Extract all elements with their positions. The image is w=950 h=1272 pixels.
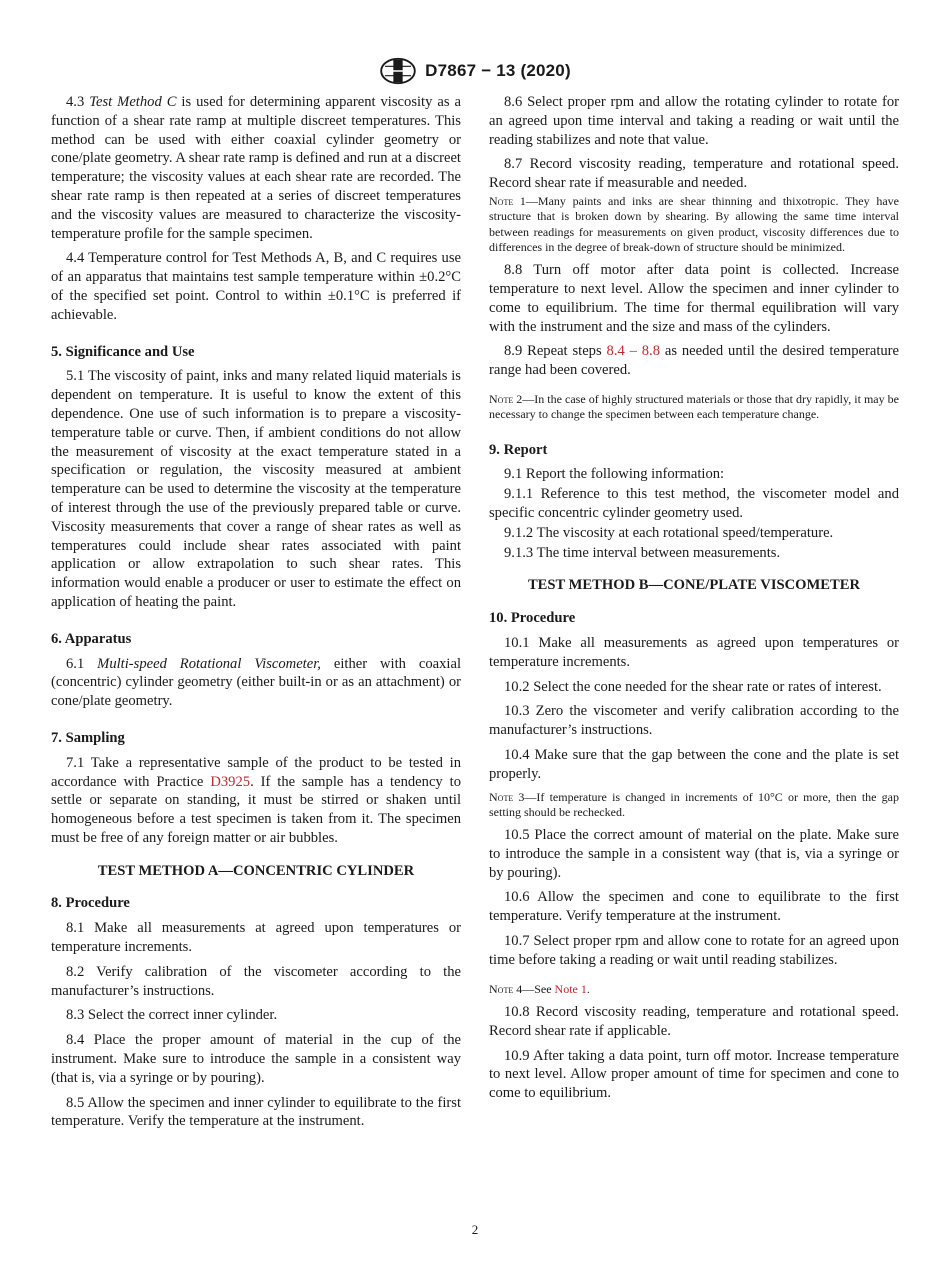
paragraph-10-3: 10.3 Zero the viscometer and verify calibration according to the manufacturer’s instructions. xyxy=(489,703,899,739)
paragraph-8-3: 8.3 Select the correct inner cylinder. xyxy=(66,1007,278,1024)
paragraph-6-1: 6.1 Multi-speed Rotational Viscometer, either with coaxial (concentric) cylinder geometry (either built-in or as an attachment) or cone/plate geometry. xyxy=(51,655,461,710)
paragraph-9-1-2: 9.1.2 The viscosity at each rotational speed/temperature. xyxy=(504,524,834,541)
section-heading-5: 5. Significance and Use xyxy=(51,343,195,360)
page-header xyxy=(0,56,950,86)
paragraph-10-6: 10.6 Allow the specimen and cone to equilibrate to the first temperature. Verify temperature at the instrument. xyxy=(489,889,899,925)
paragraph-8-9: 8.9 Repeat steps 8.4 – 8.8 as needed until the desired temperature range had been covered. xyxy=(489,343,900,379)
paragraph-5-1: 5.1 The viscosity of paint, inks and many related liquid materials is dependent on temperature. It is useful to know the extent of this dependence. One use of such information is to prepare a viscosity-temperature table or curve. Then, if ambient conditions do not allow the measurement of viscosity at the exact temperature stated in a specification or regulation, the viscosity measured at ambient temperature can be used to determine the viscosity at the temperature of interest through the use of the previously prepared table or curve. Viscosity measurements that cover a range of shear rates as well as temperatures could include shear rates associated with paint application or allow extrapolation to such shear rates. This information would enable a producer or user to estimate the effect on application of heating the paint. xyxy=(51,368,461,610)
note-4: Note 4—See Note 1. xyxy=(489,981,590,996)
link-note-1[interactable]: Note 1 xyxy=(554,981,587,996)
paragraph-10-8: 10.8 Record viscosity reading, temperature and rotational speed. Record shear rate if applicable. xyxy=(489,1003,899,1039)
link-steps-8-4-8-8[interactable]: 8.4 – 8.8 xyxy=(606,343,660,360)
paragraph-8-5: 8.5 Allow the specimen and inner cylinder to equilibrate to the first temperature. Verify the temperature at the instrument. xyxy=(51,1094,461,1130)
paragraph-10-1: 10.1 Make all measurements as agreed upon temperatures or temperature increments. xyxy=(489,634,899,670)
astm-logo-icon xyxy=(379,57,417,85)
paragraph-10-4: 10.4 Make sure that the gap between the cone and the plate is set properly. xyxy=(489,746,899,782)
paragraph-4-3: 4.3 Test Method C is used for determining apparent viscosity as a function of a shear rate ramp at multiple discreet temperatures. This method can be used with either coaxial cylinder geometry or cone/plate geometry. A shear rate ramp is defined and run at a discreet temperature; the viscosity values at each shear rate are recorded. The shear rate ramp is then repeated at a series of discreet temperatures and the viscosity values are measured to characterize the viscosity-temperature profile for the sample specimen. xyxy=(51,94,461,242)
page-number: 2 xyxy=(471,1222,479,1237)
section-heading-7: 7. Sampling xyxy=(51,729,125,746)
paragraph-9-1: 9.1 Report the following information: xyxy=(504,466,725,483)
note-1: Note 1—Many paints and inks are shear thinning and thixotropic. They have structure that is broken down by shearing. By allowing the same time interval between readings for measurements on given product, viscosity differences due to differences in the degree of break-down of structure should be minimized. xyxy=(489,193,899,254)
note-3: Note 3—If temperature is changed in increments of 10°C or more, then the gap setting should be rechecked. xyxy=(489,789,899,819)
paragraph-8-4: 8.4 Place the proper amount of material in the cup of the instrument. Make sure to introduce the sample in a consistent way (that is, via a syringe or by pouring). xyxy=(51,1032,461,1086)
paragraph-9-1-3: 9.1.3 The time interval between measurements. xyxy=(504,544,781,561)
section-heading-8: 8. Procedure xyxy=(51,895,130,912)
paragraph-8-1: 8.1 Make all measurements at agreed upon temperatures or temperature increments. xyxy=(51,920,461,956)
section-heading-10: 10. Procedure xyxy=(489,610,576,627)
left-column xyxy=(51,93,461,1137)
paragraph-8-6: 8.6 Select proper rpm and allow the rotating cylinder to rotate for an agreed upon time interval and taking a reading or wait until the reading stabilizes and note that value. xyxy=(489,94,899,148)
paragraph-9-1-1: 9.1.1 Reference to this test method, the viscometer model and specific concentric cylinder geometry used. xyxy=(489,486,899,521)
paragraph-10-5: 10.5 Place the correct amount of material on the plate. Make sure to introduce the sample in a consistent way (that is, via a syringe or by pouring). xyxy=(489,827,899,881)
link-d3925[interactable]: D3925 xyxy=(210,773,251,790)
paragraph-8-2: 8.2 Verify calibration of the viscometer according to the manufacturer’s instructions. xyxy=(51,963,461,999)
right-column xyxy=(489,93,899,1109)
section-heading-9: 9. Report xyxy=(489,441,548,458)
paragraph-8-8: 8.8 Turn off motor after data point is collected. Increase temperature to next level. Allow the specimen and inner cylinder to come to equilibrium. The time for thermal equilibration will vary with the instrument and the size and mass of the cylinders. xyxy=(489,262,899,335)
paragraph-4-4: 4.4 Temperature control for Test Methods A, B, and C requires use of an apparatus that maintains test sample temperature within ±0.2°C of the specified set point. Control to within ±0.1°C is preferred if achievable. xyxy=(51,250,461,323)
paragraph-7-1: 7.1 Take a representative sample of the product to be tested in accordance with Practice D3925. If the sample has a tendency to settle or separate on standing, it must be stirred or shaken until homogeneous before a test specimen is taken from it. The specimen must be free of any foreign matter or air bubbles. xyxy=(51,754,461,846)
paragraph-10-9: 10.9 After taking a data point, turn off motor. Increase temperature to next level. Allow proper amount of time for specimen and cone to come to equilibrium. xyxy=(489,1047,899,1102)
paragraph-8-7: 8.7 Record viscosity reading, temperature and rotational speed. Record shear rate if measurable and needed. xyxy=(489,156,899,192)
test-method-a-heading: TEST METHOD A—CONCENTRIC CYLINDER xyxy=(97,862,415,879)
test-method-b-heading: TEST METHOD B—CONE/PLATE VISCOMETER xyxy=(527,577,861,594)
paragraph-10-7: 10.7 Select proper rpm and allow cone to rotate for an agreed upon time before taking a reading or wait until reading stabilizes. xyxy=(489,933,899,968)
paragraph-10-2: 10.2 Select the cone needed for the shear rate or rates of interest. xyxy=(504,678,882,695)
note-2: Note 2—In the case of highly structured materials or those that dry rapidly, it may be necessary to change the specimen between each temperature change. xyxy=(489,391,899,422)
document-designation: D7867 − 13 (2020) xyxy=(425,61,571,80)
section-heading-6: 6. Apparatus xyxy=(51,630,132,647)
